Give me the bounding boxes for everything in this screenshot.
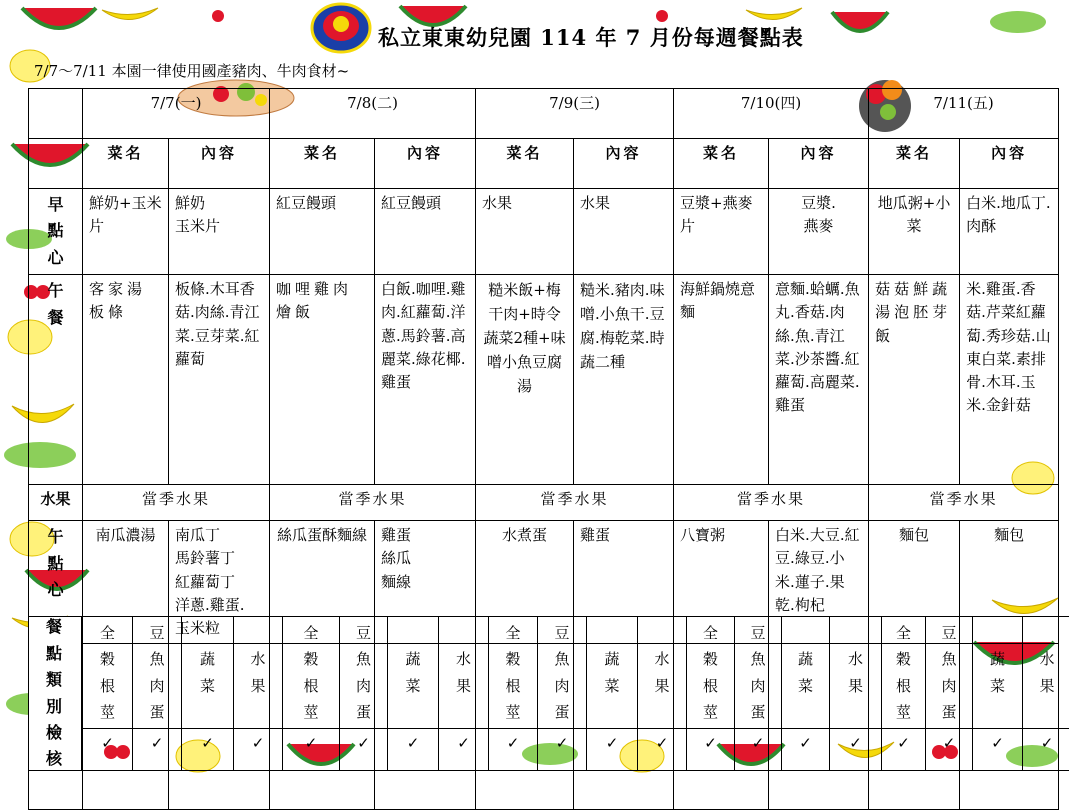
category-fruit: 水果 xyxy=(830,617,882,729)
category-grains: 全穀根莖 xyxy=(882,617,926,729)
lunch-dish: 糙米飯+梅干肉+時令蔬菜2種+味噌小魚豆腐湯 xyxy=(476,275,574,485)
check-grid xyxy=(82,616,1069,771)
category-fruit: 水果 xyxy=(439,617,489,729)
breakfast-content: 鮮奶 玉米片 xyxy=(169,189,270,275)
breakfast-content: 水果 xyxy=(574,189,674,275)
check-mark: ✓ xyxy=(1023,729,1069,771)
check-mark: ✓ xyxy=(926,729,973,771)
snack-content: 麵包 xyxy=(960,521,1059,644)
date-row xyxy=(29,89,1059,139)
dish-header: 菜名 xyxy=(869,139,960,189)
snack-dish: 南瓜濃湯 xyxy=(83,521,169,644)
lunch-content: 糙米.豬肉.味噌.小魚干.豆腐.梅乾菜.時蔬二種 xyxy=(574,275,674,485)
content-header: 內容 xyxy=(574,139,674,189)
category-protein: 豆魚肉蛋 xyxy=(340,617,388,729)
lunch-dish: 客家湯板條 xyxy=(83,275,169,485)
content-header: 內容 xyxy=(769,139,869,189)
lunch-dish: 海鮮鍋燒意麵 xyxy=(674,275,769,485)
snack-content: 白米.大豆.紅豆.綠豆.小米.蓮子.果乾.枸杞 xyxy=(769,521,869,644)
date-header: 7/9(三) xyxy=(476,89,674,139)
check-mark: ✓ xyxy=(340,729,388,771)
category-protein: 豆魚肉蛋 xyxy=(735,617,782,729)
lunch-content: 意麵.蛤蠣.魚丸.香菇.肉絲.魚.青江菜.沙茶醬.紅蘿蔔.高麗菜.雞蛋 xyxy=(769,275,869,485)
dish-header: 菜名 xyxy=(476,139,574,189)
column-header-row xyxy=(29,139,1059,189)
check-mark: ✓ xyxy=(182,729,234,771)
fruit-cell: 當季水果 xyxy=(674,485,869,521)
cherry-icon xyxy=(208,4,228,24)
lunch-dish: 咖哩雞肉燴飯 xyxy=(270,275,375,485)
dish-header: 菜名 xyxy=(270,139,375,189)
week-note: 7/7～7/11 本園一律使用國產豬肉、牛肉食材~ xyxy=(34,60,349,81)
check-mark: ✓ xyxy=(283,729,340,771)
category-label-cell: 餐點類別檢核 xyxy=(28,616,82,771)
snack-dish: 八寶粥 xyxy=(674,521,769,644)
banana-icon xyxy=(100,4,160,26)
watermelon-icon xyxy=(20,6,98,32)
date-header: 7/11(五) xyxy=(869,89,1059,139)
snack-content: 雞蛋 xyxy=(574,521,674,644)
check-mark: ✓ xyxy=(882,729,926,771)
dish-header: 菜名 xyxy=(674,139,769,189)
check-mark: ✓ xyxy=(973,729,1023,771)
snack-content: 雞蛋 絲瓜 麵線 xyxy=(375,521,476,644)
breakfast-dish: 地瓜粥+小菜 xyxy=(869,189,960,275)
category-fruit: 水果 xyxy=(234,617,283,729)
check-mark: ✓ xyxy=(234,729,283,771)
breakfast-dish: 紅豆饅頭 xyxy=(270,189,375,275)
breakfast-dish: 水果 xyxy=(476,189,574,275)
category-grains: 全穀根莖 xyxy=(687,617,735,729)
leaf-icon xyxy=(988,8,1048,36)
check-mark: ✓ xyxy=(133,729,182,771)
lunch-row xyxy=(29,275,1059,485)
category-fruit: 水果 xyxy=(1023,617,1069,729)
check-mark: ✓ xyxy=(830,729,882,771)
breakfast-dish: 鮮奶+玉米片 xyxy=(83,189,169,275)
corner-cell xyxy=(29,89,83,139)
category-split-row xyxy=(83,617,1069,729)
category-veg: 蔬菜 xyxy=(782,617,830,729)
lunch-dish: 菇菇鮮蔬湯泡胚芽飯 xyxy=(869,275,960,485)
date-header: 7/8(二) xyxy=(270,89,476,139)
category-veg: 蔬菜 xyxy=(388,617,439,729)
check-mark: ✓ xyxy=(388,729,439,771)
breakfast-content: 白米.地瓜丁.肉酥 xyxy=(960,189,1059,275)
lunch-content: 米.雞蛋.香菇.芹菜紅蘿蔔.秀珍菇.山東白菜.素排骨.木耳.玉米.金針菇 xyxy=(960,275,1059,485)
check-row xyxy=(83,729,1069,771)
category-grains: 全穀根莖 xyxy=(83,617,133,729)
date-header: 7/7(一) xyxy=(83,89,270,139)
category-grains: 全穀根莖 xyxy=(489,617,538,729)
check-mark: ✓ xyxy=(83,729,133,771)
fruit-cell: 當季水果 xyxy=(476,485,674,521)
dish-header: 菜名 xyxy=(83,139,169,189)
page-title: 私立東東幼兒園 114 年 7 月份每週餐點表 xyxy=(378,22,804,52)
check-mark: ✓ xyxy=(687,729,735,771)
school-logo xyxy=(310,2,372,54)
row-label-snack: 午點心 xyxy=(29,521,83,644)
category-grains: 全穀根莖 xyxy=(283,617,340,729)
fruit-cell: 當季水果 xyxy=(270,485,476,521)
snack-dish: 水煮蛋 xyxy=(476,521,574,644)
row-label-fruit: 水果 xyxy=(29,485,83,521)
date-header: 7/10(四) xyxy=(674,89,869,139)
content-header: 內容 xyxy=(960,139,1059,189)
check-mark: ✓ xyxy=(587,729,638,771)
content-header: 內容 xyxy=(375,139,476,189)
category-veg: 蔬菜 xyxy=(587,617,638,729)
category-protein: 豆魚肉蛋 xyxy=(926,617,973,729)
corner-cell xyxy=(29,139,83,189)
breakfast-dish: 豆漿+燕麥片 xyxy=(674,189,769,275)
fruit-cell: 當季水果 xyxy=(869,485,1059,521)
breakfast-content: 豆漿. 燕麥 xyxy=(769,189,869,275)
row-label-lunch: 午餐 xyxy=(29,275,83,485)
check-mark: ✓ xyxy=(638,729,687,771)
snack-content: 南瓜丁 馬鈴薯丁 紅蘿蔔丁 洋蔥.雞蛋. 玉米粒 xyxy=(169,521,270,644)
check-mark: ✓ xyxy=(439,729,489,771)
watermelon-icon xyxy=(830,10,890,34)
check-mark: ✓ xyxy=(735,729,782,771)
content-header: 內容 xyxy=(169,139,270,189)
fruit-row xyxy=(29,485,1059,521)
row-label-breakfast: 早點心 xyxy=(29,189,83,275)
category-protein: 豆魚肉蛋 xyxy=(133,617,182,729)
fruit-cell: 當季水果 xyxy=(83,485,270,521)
breakfast-row xyxy=(29,189,1059,275)
category-veg: 蔬菜 xyxy=(182,617,234,729)
breakfast-content: 紅豆饅頭 xyxy=(375,189,476,275)
category-veg: 蔬菜 xyxy=(973,617,1023,729)
snack-dish: 絲瓜蛋酥麵線 xyxy=(270,521,375,644)
check-mark: ✓ xyxy=(782,729,830,771)
category-protein: 豆魚肉蛋 xyxy=(538,617,587,729)
category-fruit: 水果 xyxy=(638,617,687,729)
lunch-content: 白飯.咖哩.雞肉.紅蘿蔔.洋蔥.馬鈴薯.高麗菜.綠花椰.雞蛋 xyxy=(375,275,476,485)
cherry-icon xyxy=(652,4,672,24)
check-mark: ✓ xyxy=(489,729,538,771)
check-mark: ✓ xyxy=(538,729,587,771)
lunch-content: 板條.木耳香菇.肉絲.青江菜.豆芽菜.紅蘿蔔 xyxy=(169,275,270,485)
snack-dish: 麵包 xyxy=(869,521,960,644)
